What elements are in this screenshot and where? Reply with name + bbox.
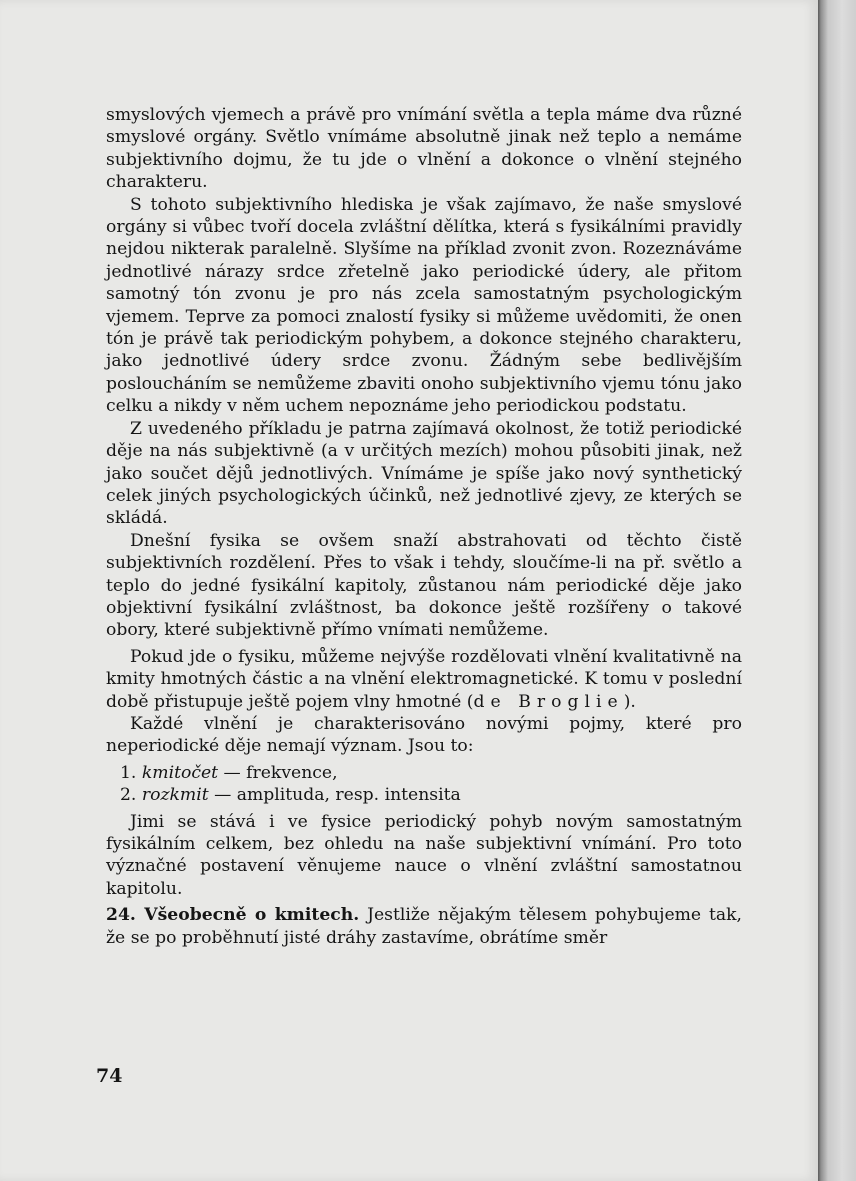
list-term: kmitočet [141,762,219,783]
section-text: Jestliže nějakým tělesem pohybujeme tak, že se po proběhnutí jisté dráhy zastavíme, obrátíme směr [106,905,742,948]
section-heading: 24. Všeobecně o kmitech. [106,905,360,926]
paragraph-2: S tohoto subjektivního hlediska je však zajímavo, že naše smyslové orgány si vůbec tvoří docela zvláštní dělítka, která s fysikálními pravidly nejdou nikterak paralelně. Slyšíme na příklad zvonit zvon. Rozeznáváme jednotlivé nárazy srdce zřetelně jako periodické údery, ale přitom samotný tón zvonu je pro nás zcela samostatným psychologickým vjemem. Teprve za pomoci znalostí fysiky si můžeme uvědomiti, že onen tón je právě tak periodickým pohybem, a dokonce stejného charakteru, jako jednotlivé údery srdce zvonu. Žádným sebe bedlivějším posloucháním se nemůžeme zbaviti onoho subjektivního vjemu tónu jako celku a nikdy v něm uchem nepoznáme jeho periodickou podstatu. [106,194,742,417]
paragraph-5-text: Pokud jde o fysiku, můžeme nejvýše rozdělovati vlnění kvalitativně na kmity hmotných částic a na vlnění elektromagnetické. K tomu v poslední době přistupuje ještě pojem vlny hmotné ( [106,646,742,712]
definition-list [120,762,742,807]
list-number: 2. [120,785,137,806]
page-edge [818,0,856,1181]
section-paragraph [106,904,742,949]
body-text [106,104,742,949]
paragraph-5 [106,646,742,713]
list-item [120,762,742,784]
page-number: 74 [96,1065,123,1087]
list-desc: — frekvence, [218,762,338,783]
list-number: 1. [120,762,137,783]
paragraph-1: smyslových vjemech a právě pro vnímání světla a tepla máme dva různé smyslové orgány. Světlo vnímáme absolutně jinak než teplo a nemáme subjektivního dojmu, že tu jde o vlnění a dokonce o vlnění stejného charakteru. [106,105,742,193]
paragraph-4: Dnešní fysika se ovšem snaží abstrahovati od těchto čistě subjektivních rozdělení. Přes to však i tehdy, sloučíme-li na př. světlo a teplo do jedné fysikální kapitoly, zůstanou nám periodické děje jako objektivní fysikální zvláštnost, ba dokonce ještě rozšířeny o takové obory, které subjektivně přímo vnímati nemůžeme. [106,530,742,641]
paragraph-7: Jimi se stává i ve fysice periodický pohyb novým samostatným fysikálním celkem, bez ohledu na naše subjektivní vnímání. Pro toto význačné postavení věnujeme nauce o vlnění zvláštní samostatnou kapitolu. [106,811,742,899]
list-term: rozkmit [141,785,209,806]
paragraph-6: Každé vlnění je charakterisováno novými pojmy, které pro neperiodické děje nemají význam. Jsou to: [106,713,742,757]
paragraph-5-end: ). [623,691,636,712]
list-desc: — amplituda, resp. intensita [208,785,461,806]
author-name-spaced: de Broglie [473,691,624,712]
paragraph-3: Z uvedeného příkladu je patrna zajímavá okolnost, že totiž periodické děje na nás subjektivně (a v určitých mezích) mohou působiti jinak, než jako součet dějů jednotlivých. Vnímáme je spíše jako nový synthetický celek jiných psychologických účinků, než jednotlivé zjevy, ze kterých se skládá. [106,418,742,529]
list-item [120,784,742,806]
